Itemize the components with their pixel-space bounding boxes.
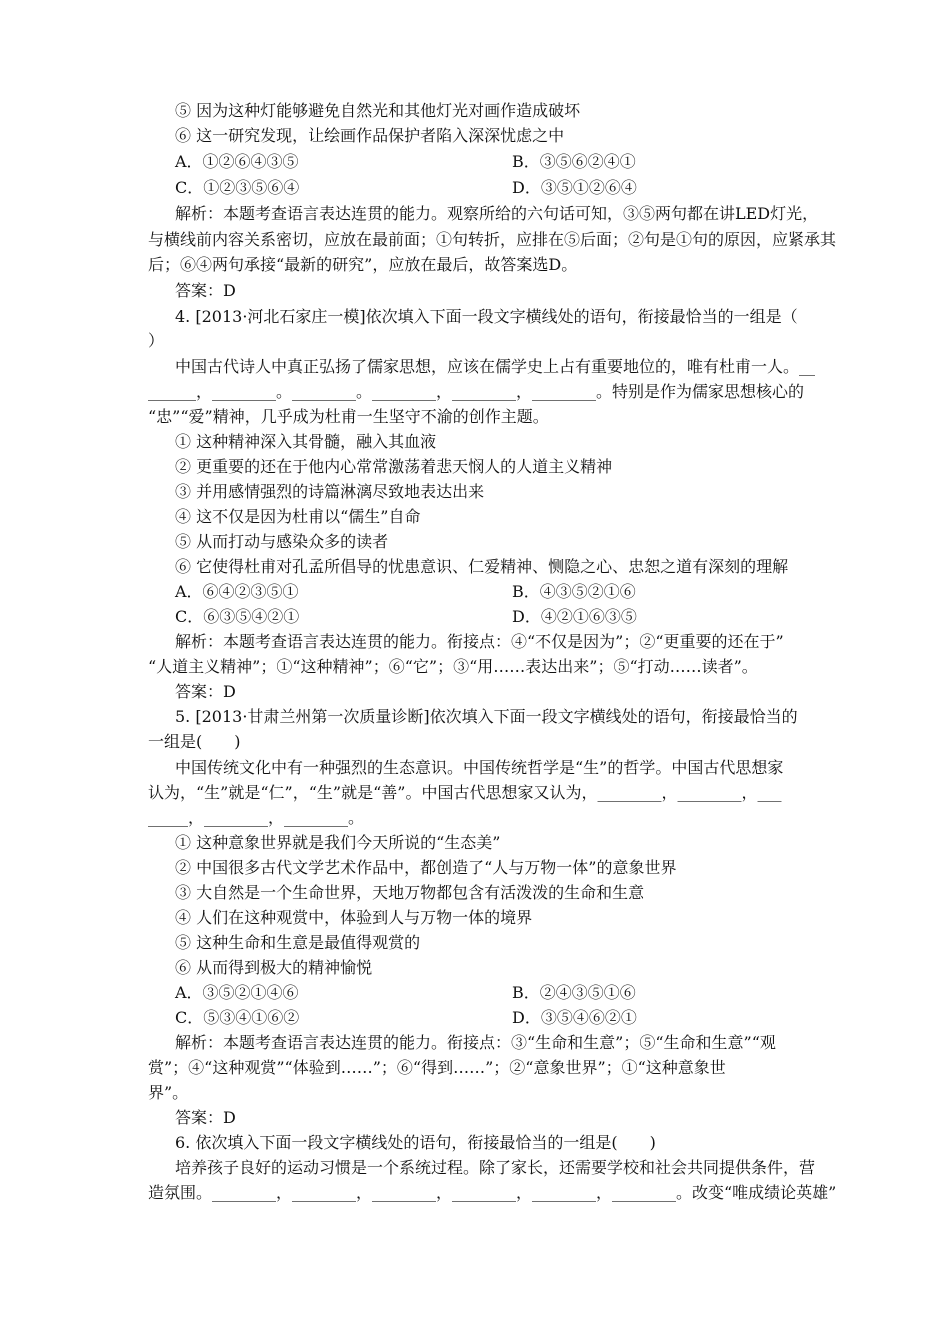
- sentence-item: ③ 大自然是一个生命世界，天地万物都包含有活泼泼的生命和生意: [175, 883, 645, 902]
- question-title: 6. 依次填入下面一段文字横线处的语句，衔接最恰当的一组是( ): [175, 1133, 656, 1152]
- analysis-line: “人道主义精神”；①“这种精神”；⑥“它”；③“用……表达出来”；⑤“打动……读者”。: [148, 657, 758, 676]
- analysis-line: 解析：本题考查语言表达连贯的能力。观察所给的六句话可知，③⑤两句都在讲LED灯光，: [175, 204, 819, 223]
- option-c: C．⑥③⑤④②①: [175, 607, 300, 626]
- question-title: 5. [2013·甘肃兰州第一次质量诊断]依次填入下面一段文字横线处的语句，衔接最恰当的: [175, 707, 798, 726]
- question-title: ）: [148, 331, 165, 350]
- option-b: B．④③⑤②①⑥: [512, 582, 636, 601]
- option-c: C．⑤③④①⑥②: [175, 1008, 300, 1027]
- passage-line: ______，________。________。________，________，________。特别是作为儒家思想核心的: [148, 382, 805, 401]
- passage-line: “忠”“爱”精神，几乎成为杜甫一生坚守不渝的创作主题。: [148, 407, 549, 426]
- option-a: A．⑥④②③⑤①: [175, 582, 299, 601]
- option-b: B．②④③⑤①⑥: [512, 983, 636, 1002]
- text-line: ⑥ 这一研究发现，让绘画作品保护者陷入深深忧虑之中: [175, 126, 565, 145]
- question-title: 4. [2013·河北石家庄一模]依次填入下面一段文字横线处的语句，衔接最恰当的一组是（: [175, 307, 798, 326]
- answer-line: 答案：D: [175, 682, 236, 701]
- question-title: 一组是( ): [148, 732, 241, 751]
- passage-line: 造氛围。________，________，________，________，________，________。改变“唯成绩论英雄”: [148, 1183, 837, 1202]
- sentence-item: ② 中国很多古代文学艺术作品中，都创造了“人与万物一体”的意象世界: [175, 858, 677, 877]
- sentence-item: ⑥ 它使得杜甫对孔孟所倡导的忧患意识、仁爱精神、恻隐之心、忠恕之道有深刻的理解: [175, 557, 789, 576]
- sentence-item: ⑤ 这种生命和生意是最值得观赏的: [175, 933, 421, 952]
- answer-line: 答案：D: [175, 281, 236, 300]
- option-d: D．③⑤①②⑥④: [512, 178, 637, 197]
- sentence-item: ② 更重要的还在于他内心常常激荡着悲天悯人的人道主义精神: [175, 457, 613, 476]
- sentence-item: ④ 人们在这种观赏中，体验到人与万物一体的境界: [175, 908, 533, 927]
- analysis-line: 后；⑥④两句承接“最新的研究”，应放在最后，故答案选D。: [148, 255, 578, 274]
- sentence-item: ⑥ 从而得到极大的精神愉悦: [175, 958, 373, 977]
- analysis-line: 界”。: [148, 1083, 189, 1102]
- option-a: A．①②⑥④③⑤: [175, 152, 299, 171]
- passage-line: _____，________，________。: [148, 808, 365, 827]
- passage-line: 培养孩子良好的运动习惯是一个系统过程。除了家长，还需要学校和社会共同提供条件，营: [175, 1158, 816, 1177]
- sentence-item: ① 这种精神深入其骨髓，融入其血液: [175, 432, 437, 451]
- option-d: D．④②①⑥③⑤: [512, 607, 637, 626]
- answer-line: 答案：D: [175, 1108, 236, 1127]
- option-d: D．③⑤④⑥②①: [512, 1008, 637, 1027]
- option-b: B．③⑤⑥②④①: [512, 152, 636, 171]
- passage-line: 中国传统文化中有一种强烈的生态意识。中国传统哲学是“生”的哲学。中国古代思想家: [175, 758, 784, 777]
- sentence-item: ③ 并用感情强烈的诗篇淋漓尽致地表达出来: [175, 482, 485, 501]
- passage-line: 认为，“生”就是“仁”，“生”就是“善”。中国古代思想家又认为，________，________，___: [148, 783, 782, 802]
- option-c: C．①②③⑤⑥④: [175, 178, 300, 197]
- option-a: A．③⑤②①④⑥: [175, 983, 299, 1002]
- sentence-item: ① 这种意象世界就是我们今天所说的“生态美”: [175, 833, 501, 852]
- analysis-line: 解析：本题考查语言表达连贯的能力。衔接点：③“生命和生意”；⑤“生命和生意”“观: [175, 1033, 776, 1052]
- text-line: ⑤ 因为这种灯能够避免自然光和其他灯光对画作造成破坏: [175, 101, 581, 120]
- analysis-line: 解析：本题考查语言表达连贯的能力。衔接点：④“不仅是因为”；②“更重要的还在于”: [175, 632, 784, 651]
- passage-line: 中国古代诗人中真正弘扬了儒家思想，应该在儒学史上占有重要地位的，唯有杜甫一人。__: [175, 357, 816, 376]
- sentence-item: ④ 这不仅是因为杜甫以“儒生”自命: [175, 507, 421, 526]
- analysis-line: 赏”；④“这种观赏”“体验到……”；⑥“得到……”；②“意象世界”；①“这种意象世: [148, 1058, 726, 1077]
- sentence-item: ⑤ 从而打动与感染众多的读者: [175, 532, 389, 551]
- analysis-line: 与横线前内容关系密切，应放在最前面；①句转折，应排在⑤后面；②句是①句的原因，应紧承其: [148, 230, 837, 249]
